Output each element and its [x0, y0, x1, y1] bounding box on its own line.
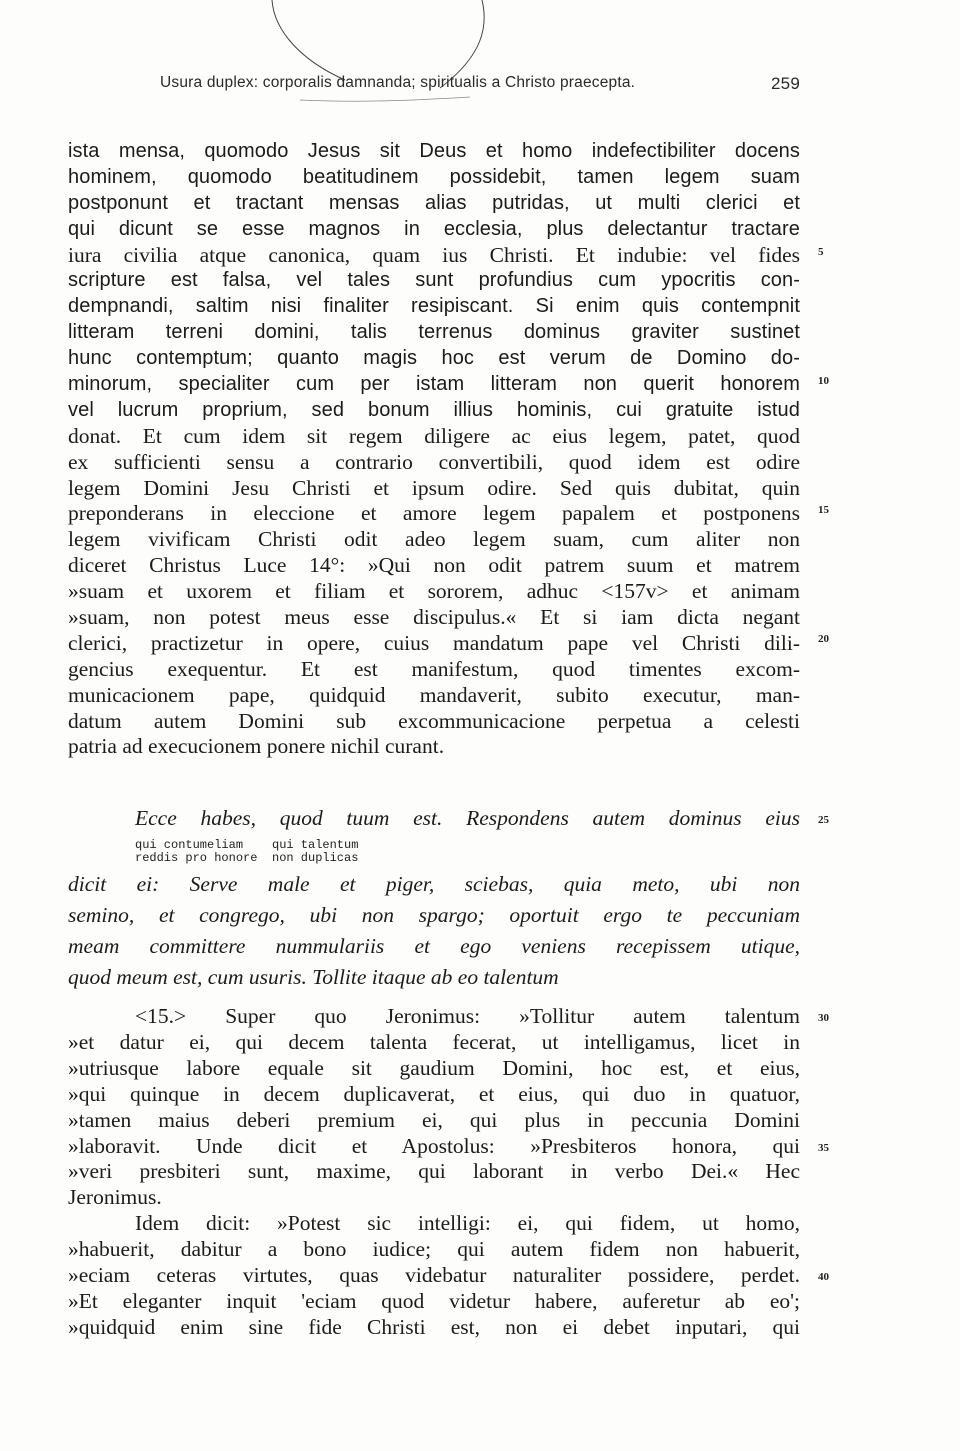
line-number: 40 [818, 1271, 829, 1283]
text-line: municacionem pape, quidquid mandaverit, subito executur, man- [68, 682, 800, 707]
gloss-text: reddis pro honore [135, 851, 258, 865]
text-line: <15.> Super quo Jeronimus: »Tollitur autem talentum [135, 1004, 800, 1028]
text-line: »habuerit, dabitur a bono iudice; qui autem fidem non habuerit, [68, 1237, 800, 1261]
text-line: »suam et uxorem et filiam et sororem, adhuc <157v> et animam [68, 579, 800, 604]
text-line: »eciam ceteras virtutes, quas videbatur naturaliter possidere, perdet. [68, 1262, 800, 1287]
lemma-line: semino, et congrego, ubi non spargo; oportuit ergo te peccuniam [68, 903, 800, 927]
text-line: clerici, practizetur in opere, cuius mandatum pape vel Christi dili- [68, 630, 800, 655]
text-line: »tamen maius deberi premium ei, qui plus in peccunia Domini [68, 1107, 800, 1132]
text-line: minorum, specialiter cum per istam litteram non querit honorem [68, 373, 800, 396]
text-line: iura civilia atque canonica, quam ius Christi. Et indubie: vel fides [68, 242, 800, 267]
line-number: 5 [818, 246, 824, 258]
text-line: hunc contemptum; quanto magis hoc est verum de Domino do- [68, 347, 800, 370]
text-line: scripture est falsa, vel tales sunt profundius cum ypocritis con- [68, 269, 800, 292]
text-line: vel lucrum proprium, sed bonum illius hominis, cui gratuite istud [68, 398, 800, 421]
line-number: 25 [818, 814, 829, 826]
text-line: legem Domini Jesu Christi et ipsum odire. Sed quis dubitat, quin [68, 475, 800, 500]
text-line: »veri presbiteri sunt, maxime, qui laborant in verbo Dei.« Hec [68, 1159, 800, 1184]
lemma-line: dicit ei: Serve male et piger, sciebas, quia meto, ubi non [68, 872, 800, 896]
text-line: gencius exequentur. Et est manifestum, quod timentes excom- [68, 656, 800, 681]
text-line: postponunt et tractant mensas alias putridas, ut multi clerici et [68, 191, 800, 214]
text-line: »utriusque labore equale sit gaudium Domini, hoc est, et eius, [68, 1055, 800, 1080]
paragraph-3 [68, 1237, 800, 1341]
line-number: 15 [818, 504, 829, 516]
line-number: 10 [818, 375, 829, 387]
text-line: patria ad execucionem ponere nichil curant. [68, 734, 445, 759]
lemma-line: Ecce habes, quod tuum est. Respondens autem dominus eius [135, 806, 800, 830]
text-line: ista mensa, quomodo Jesus sit Deus et homo indefectibiliter docens [68, 140, 800, 162]
paragraph-1 [68, 139, 800, 760]
lemma-line: quod meum est, cum usuris. Tollite itaque ab eo talentum [68, 965, 559, 989]
scan-pen-mark [0, 0, 960, 110]
lemma-line: meam committere nummulariis et ego veniens recepissem utique, [68, 934, 800, 958]
text-line: legem vivificam Christi odit adeo legem suam, cum aliter non [68, 527, 800, 552]
paragraph-3-first-line [135, 1211, 800, 1237]
text-line: donat. Et cum idem sit regem diligere ac eius legem, patet, quod [68, 423, 800, 448]
text-line: »Et eleganter inquit 'eciam quod videtur habere, auferetur ab eo'; [68, 1288, 800, 1313]
text-line: diceret Christus Luce 14°: »Qui non odit patrem suum et matrem [68, 553, 800, 578]
text-line: datum autem Domini sub excommunicacione perpetua a celesti [68, 708, 800, 733]
text-line: »qui quinque in decem duplicaverat, et eius, qui duo in quatuor, [68, 1081, 800, 1106]
text-line: preponderans in eleccione et amore legem papalem et postponens [68, 501, 800, 526]
text-line: litteram terreni domini, talis terrenus dominus graviter sustinet [68, 321, 800, 344]
line-number: 20 [818, 633, 829, 645]
text-line: qui dicunt se esse magnos in ecclesia, plus delectantur tractare [68, 217, 800, 240]
text-line: »et datur ei, qui decem talenta fecerat, ut intelligamus, licet in [68, 1030, 800, 1054]
text-line: Jeronimus. [68, 1185, 162, 1210]
text-line: Idem dicit: »Potest sic intelligi: ei, qui fidem, ut homo, [135, 1211, 800, 1235]
text-line: »quidquid enim sine fide Christi est, non ei debet inputari, qui [68, 1314, 800, 1339]
gloss-text: qui contumeliam [135, 838, 244, 852]
lemma-first-line [135, 806, 800, 832]
running-head-title: Usura duplex: corporalis damnanda; spiritualis a Christo praecepta. [160, 74, 636, 91]
line-number: 30 [818, 1012, 829, 1024]
paragraph-2-first-line [135, 1004, 800, 1030]
text-line: »suam, non potest meus esse discipulus.« Et si iam dicta negant [68, 605, 800, 630]
gloss-text: qui talentum [272, 838, 359, 852]
paragraph-2 [68, 1030, 800, 1211]
lemma-body [68, 869, 800, 993]
text-line: hominem, quomodo beatitudinem possidebit, tamen legem suam [68, 165, 800, 188]
text-line: »laboravit. Unde dicit et Apostolus: »Presbiteros honora, qui [68, 1133, 800, 1158]
text-line: dempnandi, saltim nisi finaliter resipiscant. Si enim quis contempnit [68, 295, 800, 318]
line-number: 35 [818, 1142, 829, 1154]
page-number: 259 [771, 74, 800, 93]
text-line: ex sufficienti sensu a contrario convertibili, quod idem est odire [68, 449, 800, 474]
gloss-text: non duplicas [272, 851, 359, 865]
